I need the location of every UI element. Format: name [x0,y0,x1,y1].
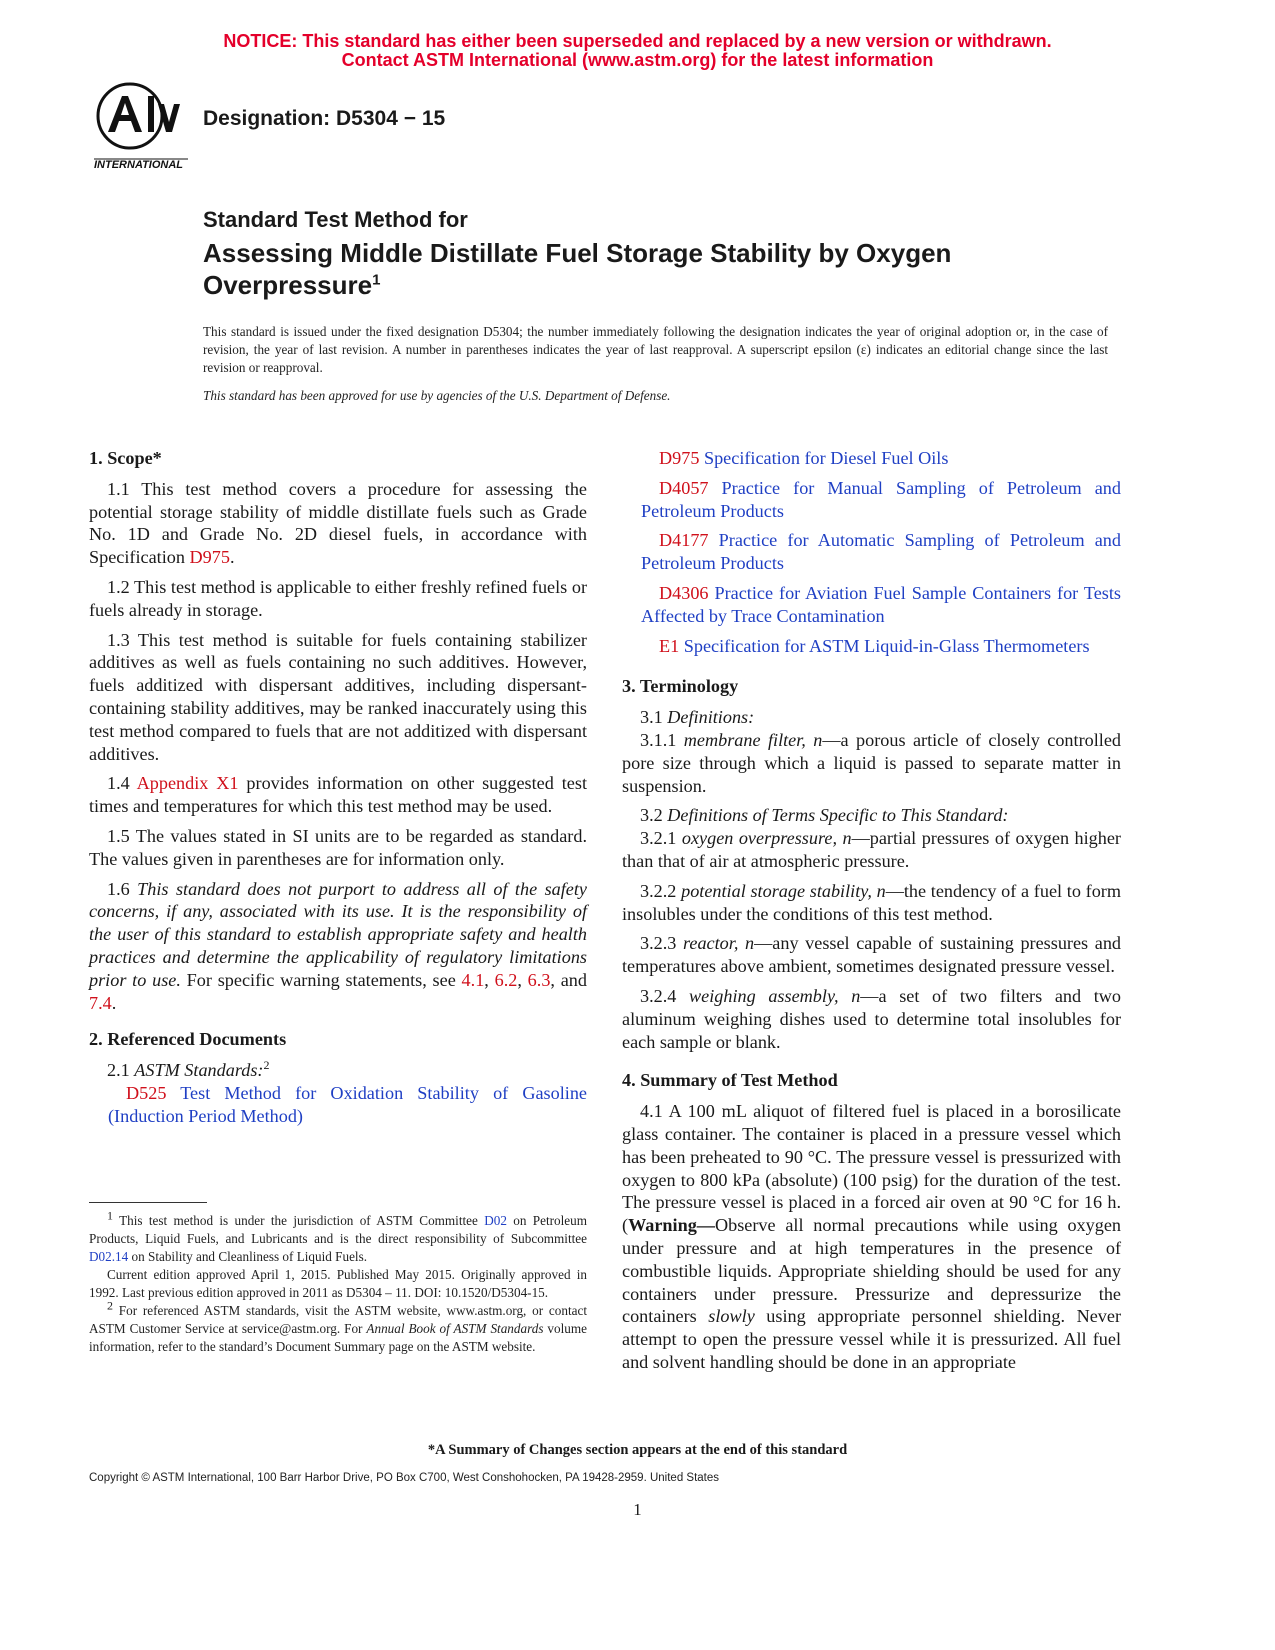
scope-1-6: 1.6 This standard does not purport to address all of the safety concerns, if any, associated with its use. It is the responsibility of the user of this standard to establish appropriate safety and health practices and determine the applicability of regulatory limitations prior to use. For specific warning statements, see 4.1, 6.2, 6.3, and 7.4. [89,878,587,1013]
ref-item[interactable]: D975 Specification for Diesel Fuel Oils [659,448,949,468]
link-4-1[interactable]: 4.1 [461,969,485,990]
scope-1-4: 1.4 Appendix X1 provides information on other suggested test times and temperatures for which this test method may be used. [89,773,587,817]
footnote-rule [89,1202,207,1203]
scope-1-1: 1.1 This test method covers a procedure for assessing the potential storage stability of middle distillate fuels such as Grade No. 1D and Grade No. 2D diesel fuels, in accordance with Specification D975. [89,478,587,568]
footnotes [89,1208,587,1356]
link-d02[interactable]: D02 [484,1213,507,1228]
summary-of-changes-note: *A Summary of Changes section appears at the end of this standard [427,1442,848,1458]
designation: Designation: D5304 − 15 [203,107,446,130]
link-d975[interactable]: D975 [189,547,230,568]
summary-4-1: 4.1 A 100 mL aliquot of filtered fuel is placed in a borosilicate glass container. The container is placed in a pressure vessel which has been preheated to 90 °C. The pressure vessel is pressurized with oxygen to 800 kPa (absolute) (100 psig) for the duration of the test. The pressure vessel is placed in a forced air oven at 90 °C for 16 h. (Warning—Observe all normal precautions while using oxygen under pressure and at high temperatures in the presence of combustible liquids. Appropriate shielding should be used for any containers under pressure. Pressurize and depressurize the containers slowly using appropriate personnel shielding. Never attempt to open the pressure vessel while it is pressurized. All fuel and solvent handling should be done in an appropriate [622,1101,1122,1372]
term-3-2-2: 3.2.2 potential storage stability, n—the tendency of a fuel to form insolubles under the conditions of this test method. [622,880,1121,924]
scope-heading: 1. Scope* [89,448,162,468]
title-footnote-mark: 1 [372,271,381,289]
scope-1-3: 1.3 This test method is suitable for fuels containing stabilizer additives as well as fuels containing no such additives. However, fuels additized with dispersant additives, including dispersant-containing stability additives, may be ranked inaccurately using this test method compared to fuels that are not additized with dispersant additives. [89,629,587,764]
left-column [89,447,587,1135]
link-7-4[interactable]: 7.4 [89,992,112,1013]
refdocs-2-1: 2.1 ASTM Standards:$^2$ [107,1058,270,1081]
term-3-2-3: 3.2.3 reactor, n—any vessel capable of sustaining pressures and temperatures above ambient, sometimes designated pressure vessel. [622,933,1122,977]
ref-item[interactable]: D525 Test Method for Oxidation Stability of Gasoline (Induction Period Method) [108,1082,587,1126]
link-d02-14[interactable]: D02.14 [89,1249,129,1264]
link-appendix-x1[interactable]: Appendix X1 [136,773,239,794]
page-number: 1 [633,1500,642,1519]
logo-text: INTERNATIONAL [94,159,184,171]
term-3-2-4: 3.2.4 weighing assembly, n—a set of two filters and two aluminum weighing dishes used to determine total insolubles for each sample or blank. [622,985,1121,1052]
issued-statement: This standard is issued under the fixed designation D5304; the number immediately following the designation indicates the year of original adoption or, in the case of revision, the year of last revision. A number in parentheses indicates the year of last reapproval. A superscript epsilon (ε) indicates an editorial change since the last revision or reapproval. [203,324,1108,375]
term-3-2: 3.2 Definitions of Terms Specific to This Standard: [640,805,1009,826]
term-3-1: 3.1 Definitions: [640,707,755,728]
ref-item[interactable]: E1 Specification for ASTM Liquid-in-Glass Thermometers [659,635,1090,656]
link-6-2[interactable]: 6.2 [494,969,518,990]
title-main [203,237,1103,301]
term-3-2-1: 3.2.1 oxygen overpressure, n—partial pressures of oxygen higher than that of air at atmospheric pressure. [622,828,1121,871]
notice-banner [0,32,1275,70]
ref-item[interactable]: D4057 Practice for Manual Sampling of Petroleum and Petroleum Products [641,477,1121,521]
astm-logo [88,82,196,174]
term-3-1-1: 3.1.1 membrane filter, n—a porous article of closely controlled pore size through which a liquid is passed to separate matter in suspension. [622,729,1121,796]
scope-1-2: 1.2 This test method is applicable to either freshly refined fuels or fuels already in storage. [89,576,587,620]
footnote-1-edition: Current edition approved April 1, 2015. Published May 2015. Originally approved in 1992. Last previous edition approved in 2011 as D5304 – 11. DOI: 10.1520/D5304-15. [89,1267,587,1300]
title-main-text: Assessing Middle Distillate Fuel Storage Stability by Oxygen Overpressure [203,238,952,300]
link-6-3[interactable]: 6.3 [527,969,551,990]
right-column [622,447,1121,1381]
ref-item[interactable]: D4177 Practice for Automatic Sampling of Petroleum and Petroleum Products [641,530,1121,574]
scope-1-5: 1.5 The values stated in SI units are to be regarded as standard. The values given in parentheses are for information only. [89,825,587,869]
summary-heading: 4. Summary of Test Method [622,1070,838,1091]
title-pre: Standard Test Method for [203,207,468,232]
notice-line-2: Contact ASTM International (www.astm.org) for the latest information [341,50,934,70]
refdocs-heading: 2. Referenced Documents [89,1029,287,1050]
ref-item[interactable]: D4306 Practice for Aviation Fuel Sample Containers for Tests Affected by Trace Contamination [641,582,1121,626]
dod-approval: This standard has been approved for use by agencies of the U.S. Department of Defense. [203,388,671,403]
footnote-1: $^1$ This test method is under the jurisdiction of ASTM Committee D02 on Petroleum Products, Liquid Fuels, and Lubricants and is the direct responsibility of Subcommittee D02.14 on Stability and Cleanliness of Liquid Fuels. [89,1208,587,1264]
notice-line-1: NOTICE: This standard has either been superseded and replaced by a new version or withdrawn. [223,31,1052,51]
title-block [203,205,1103,301]
copyright: Copyright © ASTM International, 100 Barr Harbor Drive, PO Box C700, West Conshohocken, PA 19428-2959. United States [89,1472,720,1484]
terminology-heading: 3. Terminology [622,676,739,697]
footnote-2: $^2$ For referenced ASTM standards, visit the ASTM website, www.astm.org, or contact ASTM Customer Service at service@astm.org. For Annual Book of ASTM Standards volume information, refer to the standard’s Document Summary page on the ASTM website. [89,1298,587,1354]
